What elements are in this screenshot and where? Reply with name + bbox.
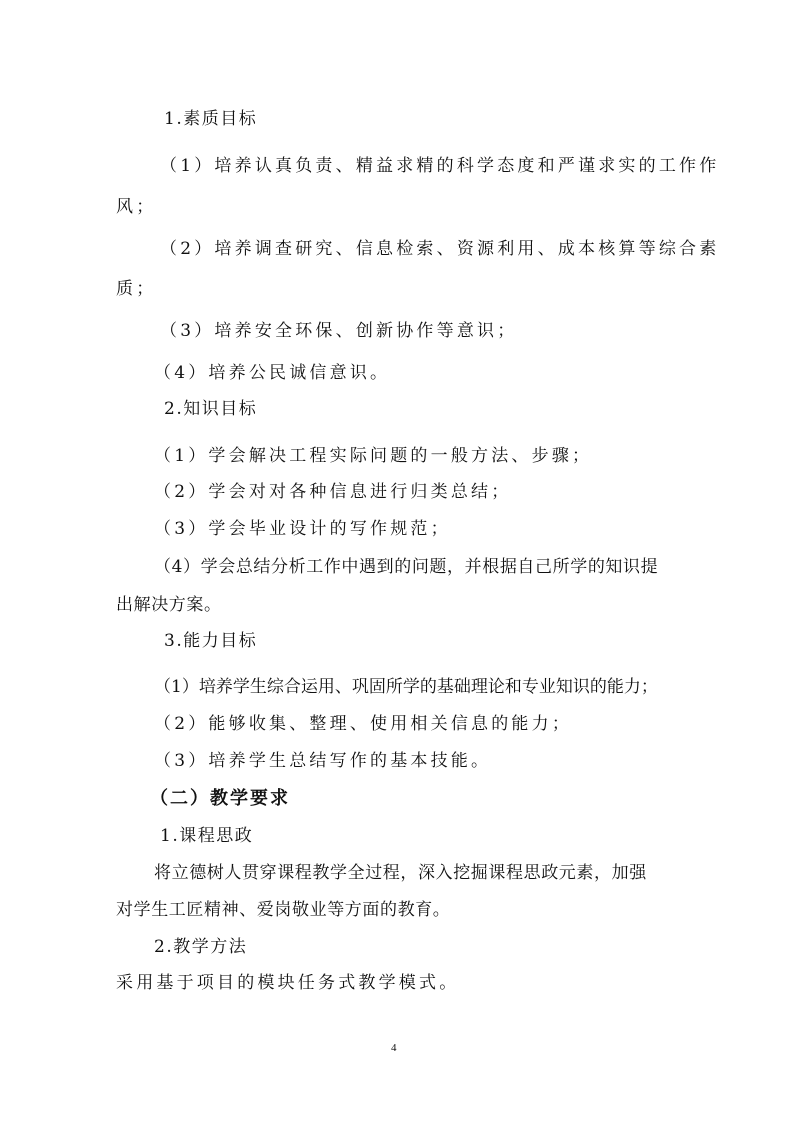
quality-goals-heading: 1.素质目标 — [164, 109, 258, 129]
course-ideology-heading: 1.课程思政 — [160, 826, 254, 846]
ability-goals-heading: 3.能力目标 — [164, 631, 258, 651]
quality-goal-2-line-2: 质； — [116, 279, 157, 299]
ability-goal-3: （3）培养学生总结写作的基本技能。 — [154, 751, 492, 771]
quality-goal-4: （4）培养公民诚信意识。 — [154, 363, 391, 383]
quality-goal-1-line-2: 风； — [116, 197, 157, 217]
knowledge-goal-2: （2）学会对对各种信息进行归类总结； — [154, 482, 512, 502]
course-ideology-text-line-1: 将立德树人贯穿课程教学全过程，深入挖掘课程思政元素，加强 — [154, 863, 647, 883]
knowledge-goals-heading: 2.知识目标 — [164, 399, 258, 419]
knowledge-goal-1: （1）学会解决工程实际问题的一般方法、步骤； — [154, 446, 593, 466]
ability-goal-2: （2）能够收集、整理、使用相关信息的能力； — [154, 714, 573, 734]
quality-goal-1-line-1: （1）培养认真负责、精益求精的科学态度和严谨求实的工作作 — [160, 156, 720, 176]
teaching-method-heading: 2.教学方法 — [154, 937, 248, 957]
knowledge-goal-3: （3）学会毕业设计的写作规范； — [154, 519, 451, 539]
quality-goal-2-line-1: （2）培养调查研究、信息检索、资源利用、成本核算等综合素 — [160, 239, 720, 259]
knowledge-goal-4-line-2: 出解决方案。 — [116, 595, 222, 615]
knowledge-goal-4-line-1: （4）学会总结分析工作中遇到的问题，并根据自己所学的知识提 — [154, 557, 659, 577]
teaching-method-text: 采用基于项目的模块任务式教学模式。 — [116, 973, 460, 993]
page-number: 4 — [391, 1042, 397, 1054]
course-ideology-text-line-2: 对学生工匠精神、爱岗敬业等方面的教育。 — [116, 900, 451, 920]
teaching-requirements-heading: （二）教学要求 — [150, 788, 290, 809]
ability-goal-1: （1）培养学生综合运用、巩固所学的基础理论和专业知识的能力； — [154, 677, 658, 697]
quality-goal-3: （3）培养安全环保、创新协作等意识； — [160, 321, 518, 341]
